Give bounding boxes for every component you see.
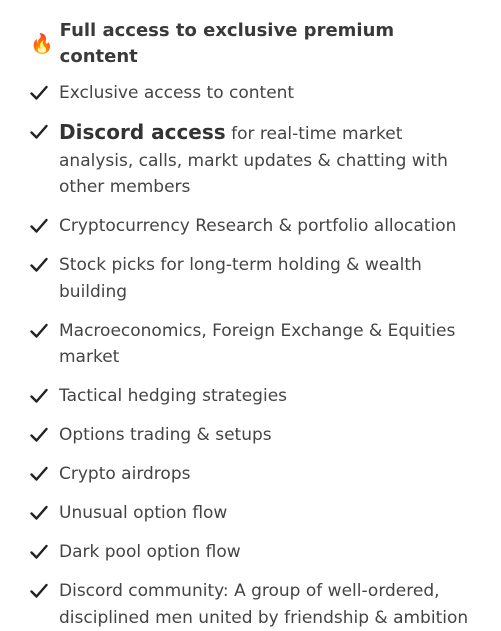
feature-text: Tactical hedging strategies [59, 386, 288, 406]
feature-text: Macroeconomics, Foreign Exchange & Equities market [59, 320, 456, 367]
feature-strong-text: Discord access [59, 120, 226, 144]
feature-item [30, 578, 471, 631]
checkmark-icon [30, 578, 59, 605]
checkmark-icon [30, 539, 59, 566]
feature-item [30, 461, 471, 488]
checkmark-icon [30, 119, 59, 146]
checkmark-icon [30, 80, 59, 107]
feature-item [30, 539, 471, 566]
feature-text: Discord access for real-time market analysis, calls, markt updates & chatting with other members [59, 120, 448, 197]
checkmark-icon [30, 461, 59, 488]
premium-heading-text: Full access to exclusive premium content [59, 20, 395, 67]
feature-list [30, 80, 471, 631]
checkmark-icon [30, 422, 59, 449]
feature-text: Options trading & setups [59, 425, 272, 445]
checkmark-icon [30, 318, 59, 345]
feature-item [30, 383, 471, 410]
feature-text: Unusual option flow [59, 503, 228, 523]
fire-icon: 🔥 [30, 32, 54, 55]
feature-item [30, 500, 471, 527]
feature-text: Dark pool option flow [59, 542, 241, 562]
feature-text: Crypto airdrops [59, 464, 191, 484]
feature-text: Stock picks for long-term holding & wealth building [59, 255, 422, 302]
feature-text: Exclusive access to content [59, 83, 295, 103]
feature-item [30, 252, 471, 305]
checkmark-icon [30, 252, 59, 279]
feature-item [30, 318, 471, 371]
premium-heading [30, 18, 471, 70]
feature-item [30, 213, 471, 240]
feature-item [30, 119, 471, 201]
feature-text: Cryptocurrency Research & portfolio allocation [59, 216, 457, 236]
checkmark-icon [30, 500, 59, 527]
feature-text: Discord community: A group of well-ordered, disciplined men united by friendship & ambition [59, 581, 469, 628]
feature-item [30, 422, 471, 449]
feature-item [30, 80, 471, 107]
checkmark-icon [30, 383, 59, 410]
checkmark-icon [30, 213, 59, 240]
